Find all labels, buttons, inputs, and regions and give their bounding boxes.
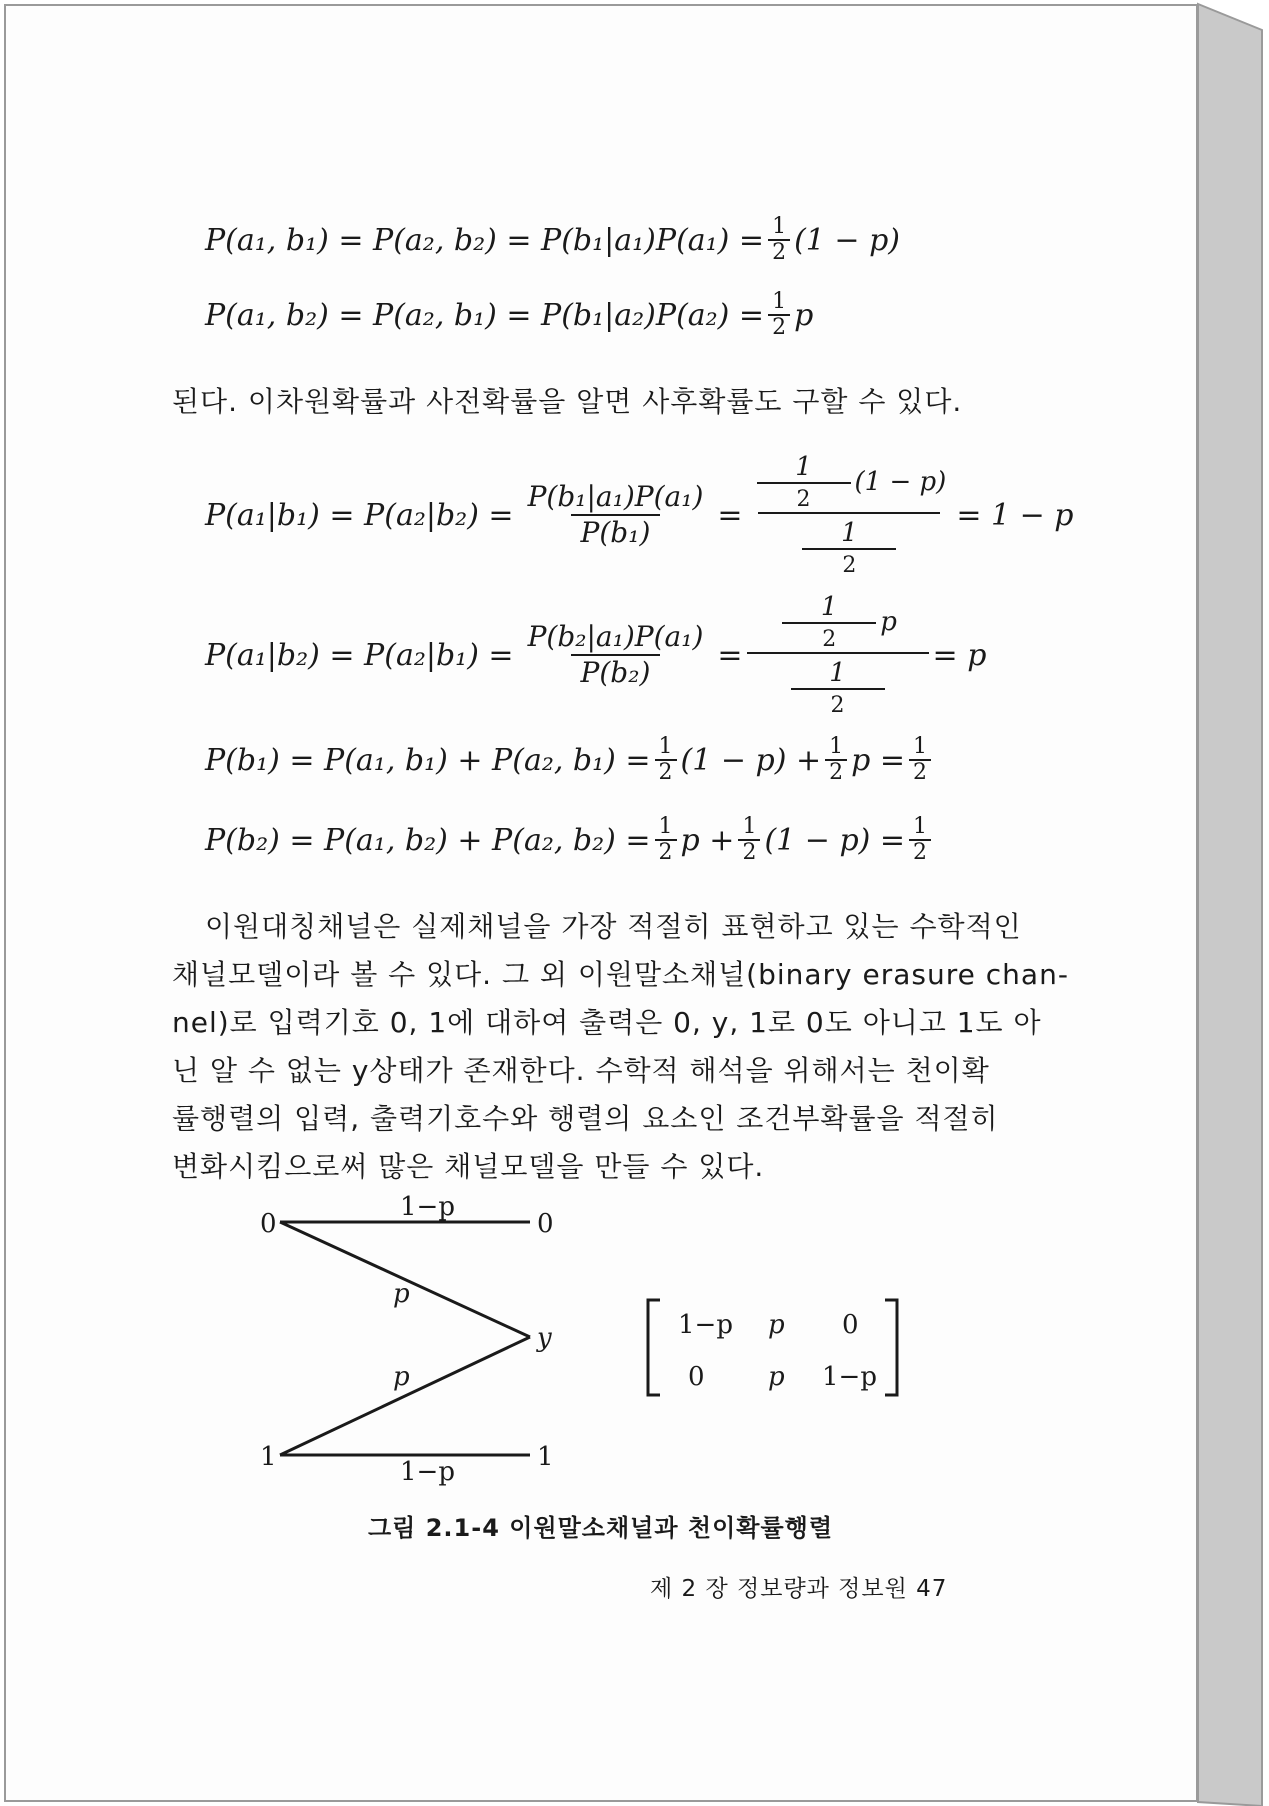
edge-1-y [280, 1337, 530, 1455]
numerator: 1 [658, 734, 673, 759]
body-line: 닌 알 수 없는 y상태가 존재한다. 수학적 해석을 위해서는 천이확 [172, 1054, 990, 1087]
equation-posterior-1: P(a₁|b₁) = P(a₂|b₂) = $\frac{\text{P(b₁|a₁)P(a₁)}}{\text{P(b₁)}}$ = $\frac{1}{2}$ (1 − p) $\frac{1}{2}$ = 1 − p [205, 452, 1074, 578]
edge-label-p-upper: p [393, 1279, 410, 1309]
body-line: 된다. 이차원확률과 사전확률을 알면 사후확률도 구할 수 있다. [172, 385, 963, 418]
numerator: 1 [820, 592, 838, 622]
body-line: 채널모델이라 볼 수 있다. 그 외 이원말소채널(binary erasure chan- [172, 958, 1069, 991]
matrix-cell: 1−p [822, 1362, 877, 1392]
numerator: P(b₂|a₁)P(a₁) [527, 620, 704, 653]
page-footer: 제 2 장 정보량과 정보원 47 [650, 1576, 948, 1602]
matrix-cell: 1−p [678, 1310, 733, 1340]
output-0-label: 0 [537, 1209, 554, 1239]
equation-result: = 1 − p [956, 497, 1074, 533]
equation-tail: p [794, 297, 814, 333]
edge-label-bottom: 1−p [400, 1457, 455, 1487]
denominator: 2 [655, 759, 677, 785]
numerator: 1 [742, 814, 757, 839]
equation-text: p + [680, 822, 735, 858]
denominator: 2 [768, 314, 790, 340]
matrix-cell: p [768, 1362, 785, 1392]
matrix-bracket-left [648, 1300, 660, 1395]
equation-text: p = [851, 742, 906, 778]
figure-caption: 그림 2.1-4 이원말소채널과 천이확률행렬 [368, 1514, 834, 1542]
equation-text: P(b₂) = P(a₁, b₂) + P(a₂, b₂) = [205, 822, 651, 858]
equation-text: P(a₁|b₂) = P(a₂|b₁) = [205, 637, 514, 673]
denominator: 2 [782, 622, 876, 652]
equation-text: P(a₁, b₂) = P(a₂, b₁) = P(b₁|a₂)P(a₂) = [205, 297, 765, 333]
equation-tail: (1 − p) [794, 222, 900, 258]
matrix-cell: p [768, 1310, 785, 1340]
numerator: 1 [829, 658, 846, 688]
matrix-cell: 0 [842, 1310, 859, 1340]
denominator: 2 [768, 239, 790, 265]
body-line: 변화시킴으로써 많은 채널모델을 만들 수 있다. [172, 1150, 765, 1183]
edge-label-p-lower: p [393, 1362, 410, 1392]
matrix-cell: 0 [688, 1362, 705, 1392]
body-line: nel)로 입력기호 0, 1에 대하여 출력은 0, y, 1로 0도 아니고 1도 아 [172, 1006, 1042, 1039]
denominator: 2 [802, 548, 896, 578]
numerator: 1 [772, 214, 787, 239]
denominator: 2 [655, 839, 677, 865]
denominator: 2 [825, 759, 847, 785]
equation-text: P(b₁) = P(a₁, b₁) + P(a₂, b₁) = [205, 742, 651, 778]
equation-posterior-2: P(a₁|b₂) = P(a₂|b₁) = $\frac{\text{P(b₂|a₁)P(a₁)}}{\text{P(b₂)}}$ = $\frac{1}{2}$ p $\frac{1}{2}$ = p [205, 592, 987, 718]
equation-text: (1 − p) = [764, 822, 906, 858]
equation-result: = p [932, 637, 987, 673]
denominator: 2 [738, 839, 760, 865]
equation-text: (1 − p) + [680, 742, 822, 778]
body-line: 률행렬의 입력, 출력기호수와 행렬의 요소인 조건부확률을 적절히 [172, 1102, 999, 1135]
input-0-label: 0 [260, 1209, 277, 1239]
denominator: 2 [757, 482, 851, 512]
numerator: 1 [795, 452, 812, 482]
denominator: P(b₁) [571, 514, 661, 550]
output-y-label: y [537, 1323, 552, 1353]
numerator: 1 [841, 518, 858, 548]
input-1-label: 1 [260, 1442, 277, 1472]
numerator: 1 [829, 734, 844, 759]
numerator: 1 [913, 814, 928, 839]
denominator: 2 [909, 839, 931, 865]
numerator: P(b₁|a₁)P(a₁) [527, 480, 704, 513]
numerator: 1 [913, 734, 928, 759]
numerator: 1 [772, 289, 787, 314]
numerator: 1 [658, 814, 673, 839]
equation-tail: p [880, 607, 897, 637]
equation-tail: (1 − p) [854, 467, 947, 497]
equation-text: P(a₁|b₁) = P(a₂|b₂) = [205, 497, 514, 533]
edge-label-top: 1−p [400, 1192, 455, 1222]
denominator: 2 [909, 759, 931, 785]
body-line: 이원대칭채널은 실제채널을 가장 적절히 표현하고 있는 수학적인 [205, 910, 1022, 943]
denominator: 2 [791, 688, 885, 718]
denominator: P(b₂) [571, 654, 661, 690]
equation-text: P(a₁, b₁) = P(a₂, b₂) = P(b₁|a₁)P(a₁) = [205, 222, 765, 258]
matrix-bracket-right [885, 1300, 897, 1395]
output-1-label: 1 [537, 1442, 554, 1472]
